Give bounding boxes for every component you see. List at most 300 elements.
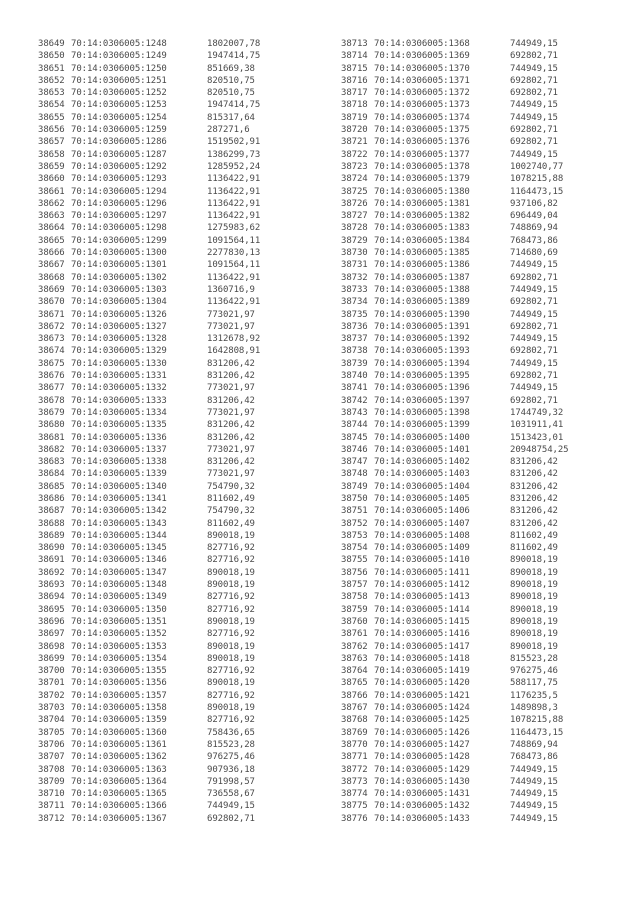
record-index: 38687 [38,506,65,517]
record-index: 38754 [341,543,368,554]
record-row [38,87,260,99]
cadastral-number: 70:14:0306005:1382 [374,211,470,222]
record-row [38,186,260,198]
cadastral-value: 1489898,3 [510,703,558,714]
cadastral-value: 2277830,13 [207,248,261,259]
record-index: 38649 [38,39,65,49]
record-row [341,739,569,751]
record-index: 38704 [38,715,65,726]
record-index: 38706 [38,739,65,750]
cadastral-value: 815523,28 [207,739,255,750]
record-index: 38772 [341,764,368,775]
record-index: 38721 [341,137,368,148]
record-index: 38724 [341,174,368,185]
record-row [38,554,260,566]
cadastral-value: 692802,71 [510,321,558,332]
record-index: 38753 [341,530,368,541]
record-row [341,222,569,234]
record-row [341,677,569,689]
record-index: 38737 [341,334,368,345]
cadastral-value: 744949,15 [510,149,558,160]
cadastral-number: 70:14:0306005:1369 [374,51,470,62]
record-row [341,481,569,493]
record-row [341,63,569,75]
cadastral-number: 70:14:0306005:1381 [374,198,470,209]
record-row [38,382,260,394]
cadastral-value: 744949,15 [510,776,558,787]
cadastral-value: 1285952,24 [207,161,261,172]
record-row [38,210,260,222]
record-index: 38717 [341,88,368,99]
cadastral-value: 744949,15 [510,309,558,320]
cadastral-value: 831206,42 [207,371,255,382]
record-row [341,345,569,357]
record-row [341,259,569,271]
record-row [38,161,260,173]
cadastral-value: 692802,71 [207,813,255,824]
record-row [38,727,260,739]
cadastral-value: 754790,32 [207,481,255,492]
cadastral-value: 890018,19 [510,616,558,627]
cadastral-number: 70:14:0306005:1368 [374,39,470,49]
record-row [38,604,260,616]
cadastral-number: 70:14:0306005:1431 [374,789,470,800]
cadastral-number: 70:14:0306005:1378 [374,161,470,172]
record-row [341,87,569,99]
record-row [341,813,569,825]
cadastral-value: 1947414,75 [207,100,261,111]
cadastral-number: 70:14:0306005:1393 [374,346,470,357]
record-row [38,124,260,136]
record-index: 38670 [38,297,65,308]
cadastral-number: 70:14:0306005:1348 [71,580,167,591]
record-index: 38722 [341,149,368,160]
record-index: 38700 [38,666,65,677]
record-row [341,284,569,296]
cadastral-number: 70:14:0306005:1425 [374,715,470,726]
record-row [341,653,569,665]
record-index: 38652 [38,75,65,86]
record-row [341,149,569,161]
record-index: 38755 [341,555,368,566]
record-row [38,764,260,776]
record-index: 38715 [341,63,368,74]
record-index: 38734 [341,297,368,308]
cadastral-number: 70:14:0306005:1330 [71,358,167,369]
record-index: 38665 [38,235,65,246]
cadastral-value: 748869,94 [510,739,558,750]
cadastral-number: 70:14:0306005:1413 [374,592,470,603]
cadastral-value: 811602,49 [207,518,255,529]
record-row [341,727,569,739]
cadastral-value: 1519502,91 [207,137,261,148]
record-row [341,530,569,542]
cadastral-value: 692802,71 [510,75,558,86]
record-row [38,272,260,284]
cadastral-value: 773021,97 [207,444,255,455]
cadastral-value: 827716,92 [207,690,255,701]
cadastral-number: 70:14:0306005:1419 [374,666,470,677]
cadastral-value: 692802,71 [510,125,558,136]
cadastral-number: 70:14:0306005:1296 [71,198,167,209]
record-row [38,690,260,702]
cadastral-number: 70:14:0306005:1400 [374,432,470,443]
record-row [38,481,260,493]
record-index: 38732 [341,272,368,283]
cadastral-number: 70:14:0306005:1359 [71,715,167,726]
record-index: 38697 [38,629,65,640]
record-index: 38673 [38,334,65,345]
cadastral-value: 714680,69 [510,248,558,259]
record-row [38,50,260,62]
record-index: 38733 [341,284,368,295]
cadastral-value: 831206,42 [207,420,255,431]
record-row [38,432,260,444]
cadastral-number: 70:14:0306005:1347 [71,567,167,578]
cadastral-number: 70:14:0306005:1252 [71,88,167,99]
cadastral-value: 744949,15 [207,801,255,812]
cadastral-number: 70:14:0306005:1411 [374,567,470,578]
cadastral-number: 70:14:0306005:1351 [71,616,167,627]
record-row [341,333,569,345]
right-column [341,38,569,825]
record-row [38,259,260,271]
cadastral-value: 827716,92 [207,555,255,566]
record-row [38,370,260,382]
cadastral-number: 70:14:0306005:1292 [71,161,167,172]
cadastral-number: 70:14:0306005:1385 [374,248,470,259]
cadastral-value: 1312678,92 [207,334,261,345]
record-index: 38740 [341,371,368,382]
record-index: 38716 [341,75,368,86]
cadastral-number: 70:14:0306005:1390 [374,309,470,320]
cadastral-number: 70:14:0306005:1372 [374,88,470,99]
cadastral-value: 692802,71 [510,51,558,62]
cadastral-value: 827716,92 [207,629,255,640]
record-row [341,702,569,714]
record-row [341,800,569,812]
cadastral-value: 1744749,32 [510,407,564,418]
record-row [38,296,260,308]
cadastral-value: 890018,19 [207,616,255,627]
record-index: 38712 [38,813,65,824]
cadastral-value: 890018,19 [207,678,255,689]
record-index: 38776 [341,813,368,824]
record-index: 38750 [341,493,368,504]
record-index: 38738 [341,346,368,357]
cadastral-value: 831206,42 [207,358,255,369]
cadastral-number: 70:14:0306005:1398 [374,407,470,418]
cadastral-number: 70:14:0306005:1420 [374,678,470,689]
record-index: 38747 [341,457,368,468]
cadastral-value: 890018,19 [207,580,255,591]
record-row [38,444,260,456]
cadastral-number: 70:14:0306005:1430 [374,776,470,787]
cadastral-value: 831206,42 [510,518,558,529]
record-index: 38774 [341,789,368,800]
cadastral-value: 692802,71 [510,297,558,308]
cadastral-number: 70:14:0306005:1358 [71,703,167,714]
record-row [38,518,260,530]
cadastral-number: 70:14:0306005:1326 [71,309,167,320]
cadastral-value: 1642808,91 [207,346,261,357]
record-index: 38729 [341,235,368,246]
record-row [38,99,260,111]
record-row [341,505,569,517]
record-index: 38710 [38,789,65,800]
record-row [341,358,569,370]
record-index: 38659 [38,161,65,172]
cadastral-number: 70:14:0306005:1250 [71,63,167,74]
cadastral-value: 1802007,78 [207,39,261,49]
record-index: 38698 [38,641,65,652]
record-index: 38768 [341,715,368,726]
record-index: 38686 [38,493,65,504]
record-index: 38678 [38,395,65,406]
record-row [38,136,260,148]
cadastral-value: 744949,15 [510,801,558,812]
record-row [341,567,569,579]
record-index: 38674 [38,346,65,357]
record-index: 38775 [341,801,368,812]
cadastral-number: 70:14:0306005:1338 [71,457,167,468]
cadastral-value: 976275,46 [510,666,558,677]
cadastral-number: 70:14:0306005:1286 [71,137,167,148]
cadastral-number: 70:14:0306005:1287 [71,149,167,160]
cadastral-value: 744949,15 [510,112,558,123]
cadastral-number: 70:14:0306005:1397 [374,395,470,406]
cadastral-number: 70:14:0306005:1303 [71,284,167,295]
record-row [38,739,260,751]
cadastral-value: 831206,42 [510,481,558,492]
cadastral-value: 773021,97 [207,383,255,394]
cadastral-number: 70:14:0306005:1329 [71,346,167,357]
cadastral-number: 70:14:0306005:1334 [71,407,167,418]
record-row [341,296,569,308]
cadastral-number: 70:14:0306005:1396 [374,383,470,394]
record-index: 38702 [38,690,65,701]
record-row [341,161,569,173]
record-index: 38705 [38,727,65,738]
cadastral-value: 696449,04 [510,211,558,222]
record-index: 38746 [341,444,368,455]
record-index: 38692 [38,567,65,578]
record-index: 38699 [38,653,65,664]
record-index: 38701 [38,678,65,689]
record-row [38,567,260,579]
record-row [38,407,260,419]
record-row [38,493,260,505]
cadastral-value: 773021,97 [207,407,255,418]
record-row [38,530,260,542]
cadastral-value: 744949,15 [510,764,558,775]
cadastral-value: 811602,49 [510,543,558,554]
cadastral-number: 70:14:0306005:1298 [71,223,167,234]
cadastral-number: 70:14:0306005:1344 [71,530,167,541]
record-index: 38660 [38,174,65,185]
cadastral-number: 70:14:0306005:1418 [374,653,470,664]
cadastral-value: 1091564,11 [207,235,261,246]
cadastral-number: 70:14:0306005:1417 [374,641,470,652]
cadastral-value: 831206,42 [510,493,558,504]
cadastral-value: 1136422,91 [207,211,261,222]
cadastral-value: 815317,64 [207,112,255,123]
cadastral-value: 1136422,91 [207,174,261,185]
cadastral-number: 70:14:0306005:1432 [374,801,470,812]
record-index: 38666 [38,248,65,259]
cadastral-value: 1164473,15 [510,727,564,738]
record-row [38,714,260,726]
record-index: 38748 [341,469,368,480]
record-row [341,321,569,333]
cadastral-number: 70:14:0306005:1251 [71,75,167,86]
record-index: 38761 [341,629,368,640]
record-row [38,677,260,689]
cadastral-value: 827716,92 [207,666,255,677]
cadastral-number: 70:14:0306005:1416 [374,629,470,640]
record-row [341,50,569,62]
record-index: 38767 [341,703,368,714]
cadastral-value: 890018,19 [510,629,558,640]
record-index: 38672 [38,321,65,332]
record-index: 38656 [38,125,65,136]
record-row [341,493,569,505]
record-index: 38713 [341,39,368,49]
cadastral-number: 70:14:0306005:1386 [374,260,470,271]
record-row [38,456,260,468]
record-row [38,628,260,640]
cadastral-value: 831206,42 [510,506,558,517]
cadastral-value: 1136422,91 [207,272,261,283]
cadastral-number: 70:14:0306005:1426 [374,727,470,738]
record-index: 38664 [38,223,65,234]
cadastral-value: 831206,42 [207,395,255,406]
cadastral-number: 70:14:0306005:1299 [71,235,167,246]
record-index: 38758 [341,592,368,603]
record-row [38,800,260,812]
cadastral-number: 70:14:0306005:1297 [71,211,167,222]
record-index: 38743 [341,407,368,418]
cadastral-number: 70:14:0306005:1360 [71,727,167,738]
record-row [341,99,569,111]
cadastral-value: 692802,71 [510,395,558,406]
record-row [38,419,260,431]
cadastral-number: 70:14:0306005:1366 [71,801,167,812]
record-row [341,690,569,702]
cadastral-number: 70:14:0306005:1362 [71,752,167,763]
cadastral-number: 70:14:0306005:1337 [71,444,167,455]
record-index: 38708 [38,764,65,775]
record-row [341,370,569,382]
cadastral-number: 70:14:0306005:1394 [374,358,470,369]
record-index: 38696 [38,616,65,627]
record-row [341,751,569,763]
cadastral-value: 976275,46 [207,752,255,763]
record-index: 38762 [341,641,368,652]
record-index: 38653 [38,88,65,99]
cadastral-number: 70:14:0306005:1428 [374,752,470,763]
record-index: 38683 [38,457,65,468]
record-row [38,813,260,825]
cadastral-number: 70:14:0306005:1433 [374,813,470,824]
cadastral-value: 851669,38 [207,63,255,74]
record-row [341,432,569,444]
record-index: 38739 [341,358,368,369]
record-index: 38742 [341,395,368,406]
record-index: 38690 [38,543,65,554]
record-index: 38685 [38,481,65,492]
record-row [38,591,260,603]
cadastral-value: 588117,75 [510,678,558,689]
cadastral-value: 811602,49 [510,530,558,541]
cadastral-value: 1275983,62 [207,223,261,234]
cadastral-number: 70:14:0306005:1410 [374,555,470,566]
cadastral-number: 70:14:0306005:1364 [71,776,167,787]
cadastral-value: 744949,15 [510,100,558,111]
record-row [38,641,260,653]
record-index: 38735 [341,309,368,320]
cadastral-value: 831206,42 [510,469,558,480]
record-index: 38752 [341,518,368,529]
record-index: 38658 [38,149,65,160]
record-index: 38741 [341,383,368,394]
cadastral-value: 1136422,91 [207,186,261,197]
record-row [38,198,260,210]
record-row [341,628,569,640]
record-row [341,75,569,87]
cadastral-number: 70:14:0306005:1379 [374,174,470,185]
record-index: 38726 [341,198,368,209]
record-index: 38663 [38,211,65,222]
cadastral-value: 890018,19 [510,604,558,615]
cadastral-number: 70:14:0306005:1392 [374,334,470,345]
record-row [38,702,260,714]
cadastral-value: 744949,15 [510,383,558,394]
record-row [341,456,569,468]
record-index: 38719 [341,112,368,123]
cadastral-number: 70:14:0306005:1350 [71,604,167,615]
record-row [38,345,260,357]
cadastral-value: 744949,15 [510,358,558,369]
record-row [38,505,260,517]
cadastral-value: 815523,28 [510,653,558,664]
record-row [38,112,260,124]
cadastral-number: 70:14:0306005:1388 [374,284,470,295]
cadastral-value: 773021,97 [207,321,255,332]
cadastral-value: 768473,86 [510,235,558,246]
record-row [38,395,260,407]
cadastral-value: 890018,19 [510,555,558,566]
record-row [341,186,569,198]
cadastral-number: 70:14:0306005:1253 [71,100,167,111]
cadastral-value: 692802,71 [510,371,558,382]
record-index: 38766 [341,690,368,701]
record-row [38,309,260,321]
record-index: 38764 [341,666,368,677]
record-row [341,591,569,603]
cadastral-number: 70:14:0306005:1331 [71,371,167,382]
record-index: 38725 [341,186,368,197]
record-index: 38744 [341,420,368,431]
record-index: 38679 [38,407,65,418]
record-row [341,776,569,788]
cadastral-value: 907936,18 [207,764,255,775]
cadastral-value: 1360716,9 [207,284,255,295]
cadastral-number: 70:14:0306005:1349 [71,592,167,603]
cadastral-number: 70:14:0306005:1294 [71,186,167,197]
cadastral-value: 827716,92 [207,604,255,615]
cadastral-value: 1078215,88 [510,715,564,726]
